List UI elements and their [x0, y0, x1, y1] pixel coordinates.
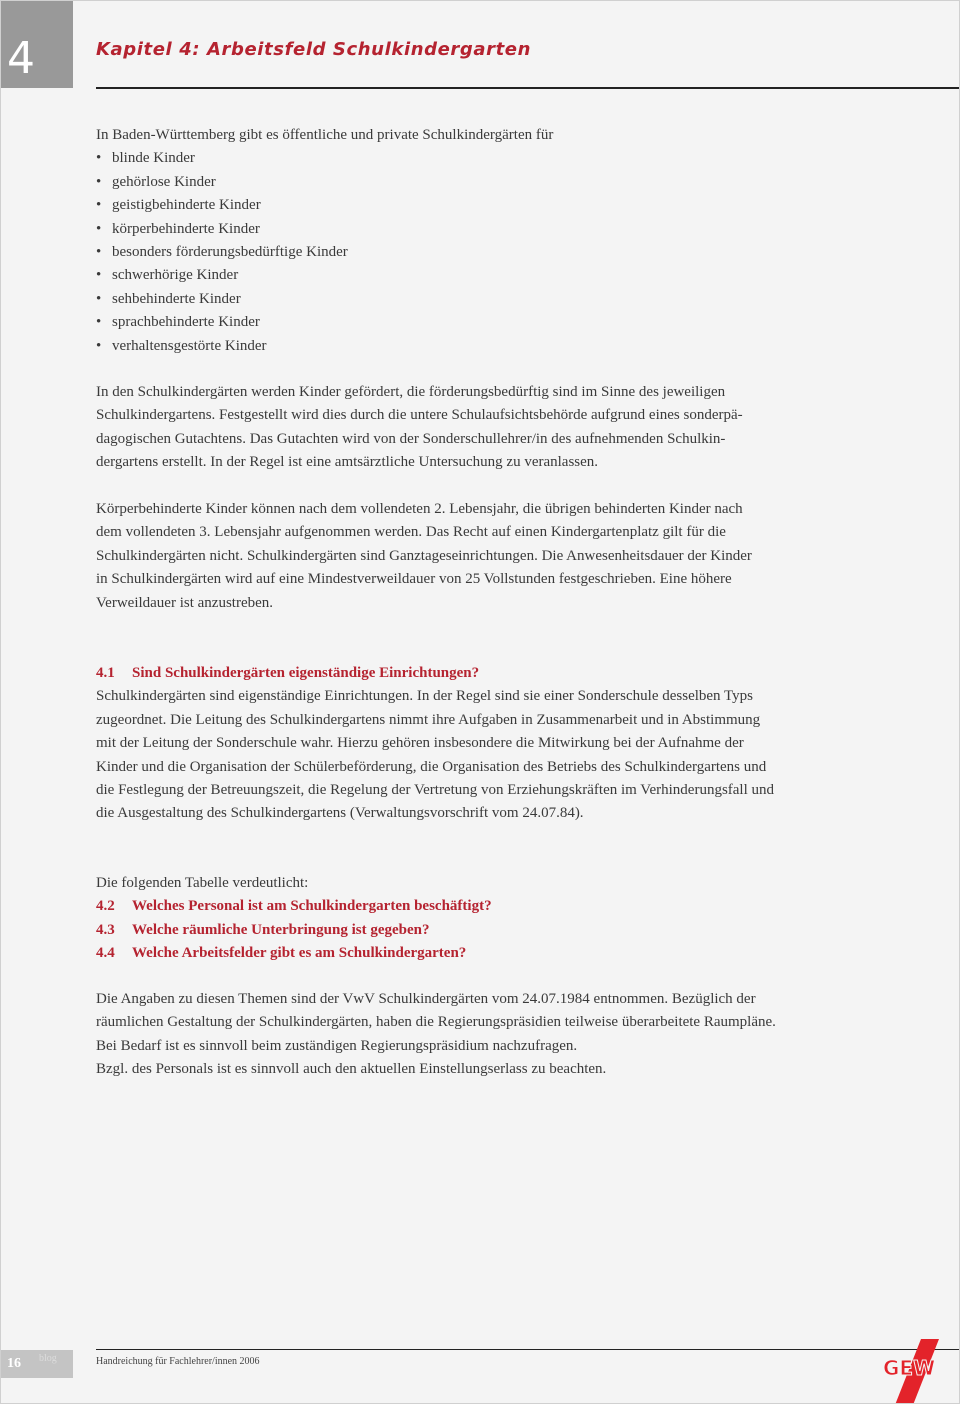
list-item: • sehbehinderte Kinder — [96, 288, 553, 311]
text-line: räumlichen Gestaltung der Schulkindergärten, haben die Regierungspräsidien teilweise überarbeitete Raumpläne. — [96, 1014, 776, 1031]
section-title: Sind Schulkindergärten eigenständige Einrichtungen? — [132, 665, 480, 681]
list-item: • besonders förderungsbedürftige Kinder — [96, 241, 553, 264]
paragraph-3 — [96, 988, 776, 1082]
text-line: Bzgl. des Personals ist es sinnvoll auch den aktuellen Einstellungserlass zu beachten. — [96, 1061, 607, 1078]
text-line: die Ausgestaltung des Schulkindergartens (Verwaltungsvorschrift vom 24.07.84). — [96, 805, 584, 822]
text-line: dagogischen Gutachtens. Das Gutachten wird von der Sonderschullehrer/in des aufnehmenden Schulkin- — [96, 430, 726, 447]
chapter-number-box — [1, 1, 73, 88]
text-line: In den Schulkindergärten werden Kinder gefördert, die förderungsbedürftig sind im Sinne des jeweiligen — [96, 384, 726, 400]
section-4-1 — [96, 662, 774, 826]
list-item: • sprachbehinderte Kinder — [96, 311, 553, 334]
list-item: • schwerhörige Kinder — [96, 264, 553, 287]
footer-text: Handreichung für Fachlehrer/innen 2006 — [96, 1356, 260, 1367]
intro-block — [96, 124, 553, 358]
text-line: dergartens erstellt. In der Regel ist eine amtsärztliche Untersuchung zu veranlassen. — [96, 454, 599, 471]
section-title: Welche Arbeitsfelder gibt es am Schulkindergarten? — [132, 945, 467, 962]
text-line: Körperbehinderte Kinder können nach dem vollendeten 2. Lebensjahr, die übrigen behinderten Kinder nach — [96, 501, 743, 517]
list-item: • gehörlose Kinder — [96, 171, 553, 194]
text-line: Bei Bedarf ist es sinnvoll beim zuständigen Regierungspräsidium nachzufragen. — [96, 1037, 578, 1054]
footer-section-label: blog — [39, 1353, 57, 1364]
page-number: 16 — [7, 1356, 21, 1371]
text-line: mit der Leitung der Sonderschule wahr. Hierzu gehören insbesondere die Mitwirkung bei der Aufnahme der — [96, 735, 744, 752]
text-line: Kinder und die Organisation der Schülerbeförderung, die Organisation des Betriebs des Schulkindergartens und — [96, 758, 767, 775]
section-title: Welche räumliche Unterbringung ist gegeben? — [132, 921, 430, 938]
gew-logo-icon — [881, 1339, 941, 1404]
chapter-title: Kapitel 4: Arbeitsfeld Schulkindergarten — [96, 39, 532, 60]
text-line: Schulkindergärten nicht. Schulkindergärten sind Ganztageseinrichtungen. Die Anwesenheitsdauer der Kinder — [96, 547, 752, 564]
text-line: Die folgenden Tabelle verdeutlicht: — [96, 875, 309, 891]
list-item: • verhaltensgestörte Kinder — [96, 335, 553, 358]
text-line: zugeordnet. Die Leitung des Schulkindergartens nimmt ihre Aufgaben in Zusammenarbeit und in Abstimmung — [96, 711, 761, 728]
list-item: • körperbehinderte Kinder — [96, 218, 553, 241]
text-line: dem vollendeten 3. Lebensjahr aufgenommen werden. Das Recht auf einen Kindergartenplatz gilt für die — [96, 524, 726, 541]
section-number: 4.1 — [96, 665, 115, 681]
section-heading — [96, 919, 492, 942]
section-number: 4.4 — [96, 945, 115, 962]
list-item: • blinde Kinder — [96, 147, 553, 170]
page-number-box — [1, 1350, 73, 1378]
section-heading — [96, 895, 492, 918]
text-line: Schulkindergärten sind eigenständige Einrichtungen. In der Regel sind sie einer Sonderschule desselben Typs — [96, 688, 753, 705]
text-line: Die Angaben zu diesen Themen sind der VwV Schulkindergärten vom 24.07.1984 entnommen. Bezüglich der — [96, 991, 756, 1007]
section-heading — [96, 942, 492, 965]
chapter-number: 4 — [7, 33, 35, 84]
intro-text: In Baden-Württemberg gibt es öffentliche und private Schulkindergärten für — [96, 127, 554, 143]
text-line: in Schulkindergärten wird auf eine Mindestverweildauer von 25 Vollstunden festgeschrieben. Eine höhere — [96, 571, 732, 588]
paragraph-2 — [96, 498, 752, 615]
section-heading — [96, 662, 774, 685]
footer-rule — [96, 1349, 959, 1350]
list-item: • geistigbehinderte Kinder — [96, 194, 553, 217]
text-line: Verweildauer ist anzustreben. — [96, 594, 274, 611]
table-intro-block — [96, 872, 492, 966]
svg-text:GEW: GEW — [883, 1356, 936, 1380]
section-number: 4.3 — [96, 921, 115, 938]
paragraph-1 — [96, 381, 743, 475]
section-number: 4.2 — [96, 898, 115, 915]
text-line: Schulkindergartens. Festgestellt wird dies durch die untere Schulaufsichtsbehörde aufgrund eines sonderpä- — [96, 407, 743, 424]
header-rule — [96, 87, 959, 89]
section-title: Welches Personal ist am Schulkindergarten beschäftigt? — [132, 898, 492, 915]
text-line: die Festlegung der Betreuungszeit, die Regelung der Vertretung von Erziehungskräften im Verhinderungsfall und — [96, 781, 775, 798]
